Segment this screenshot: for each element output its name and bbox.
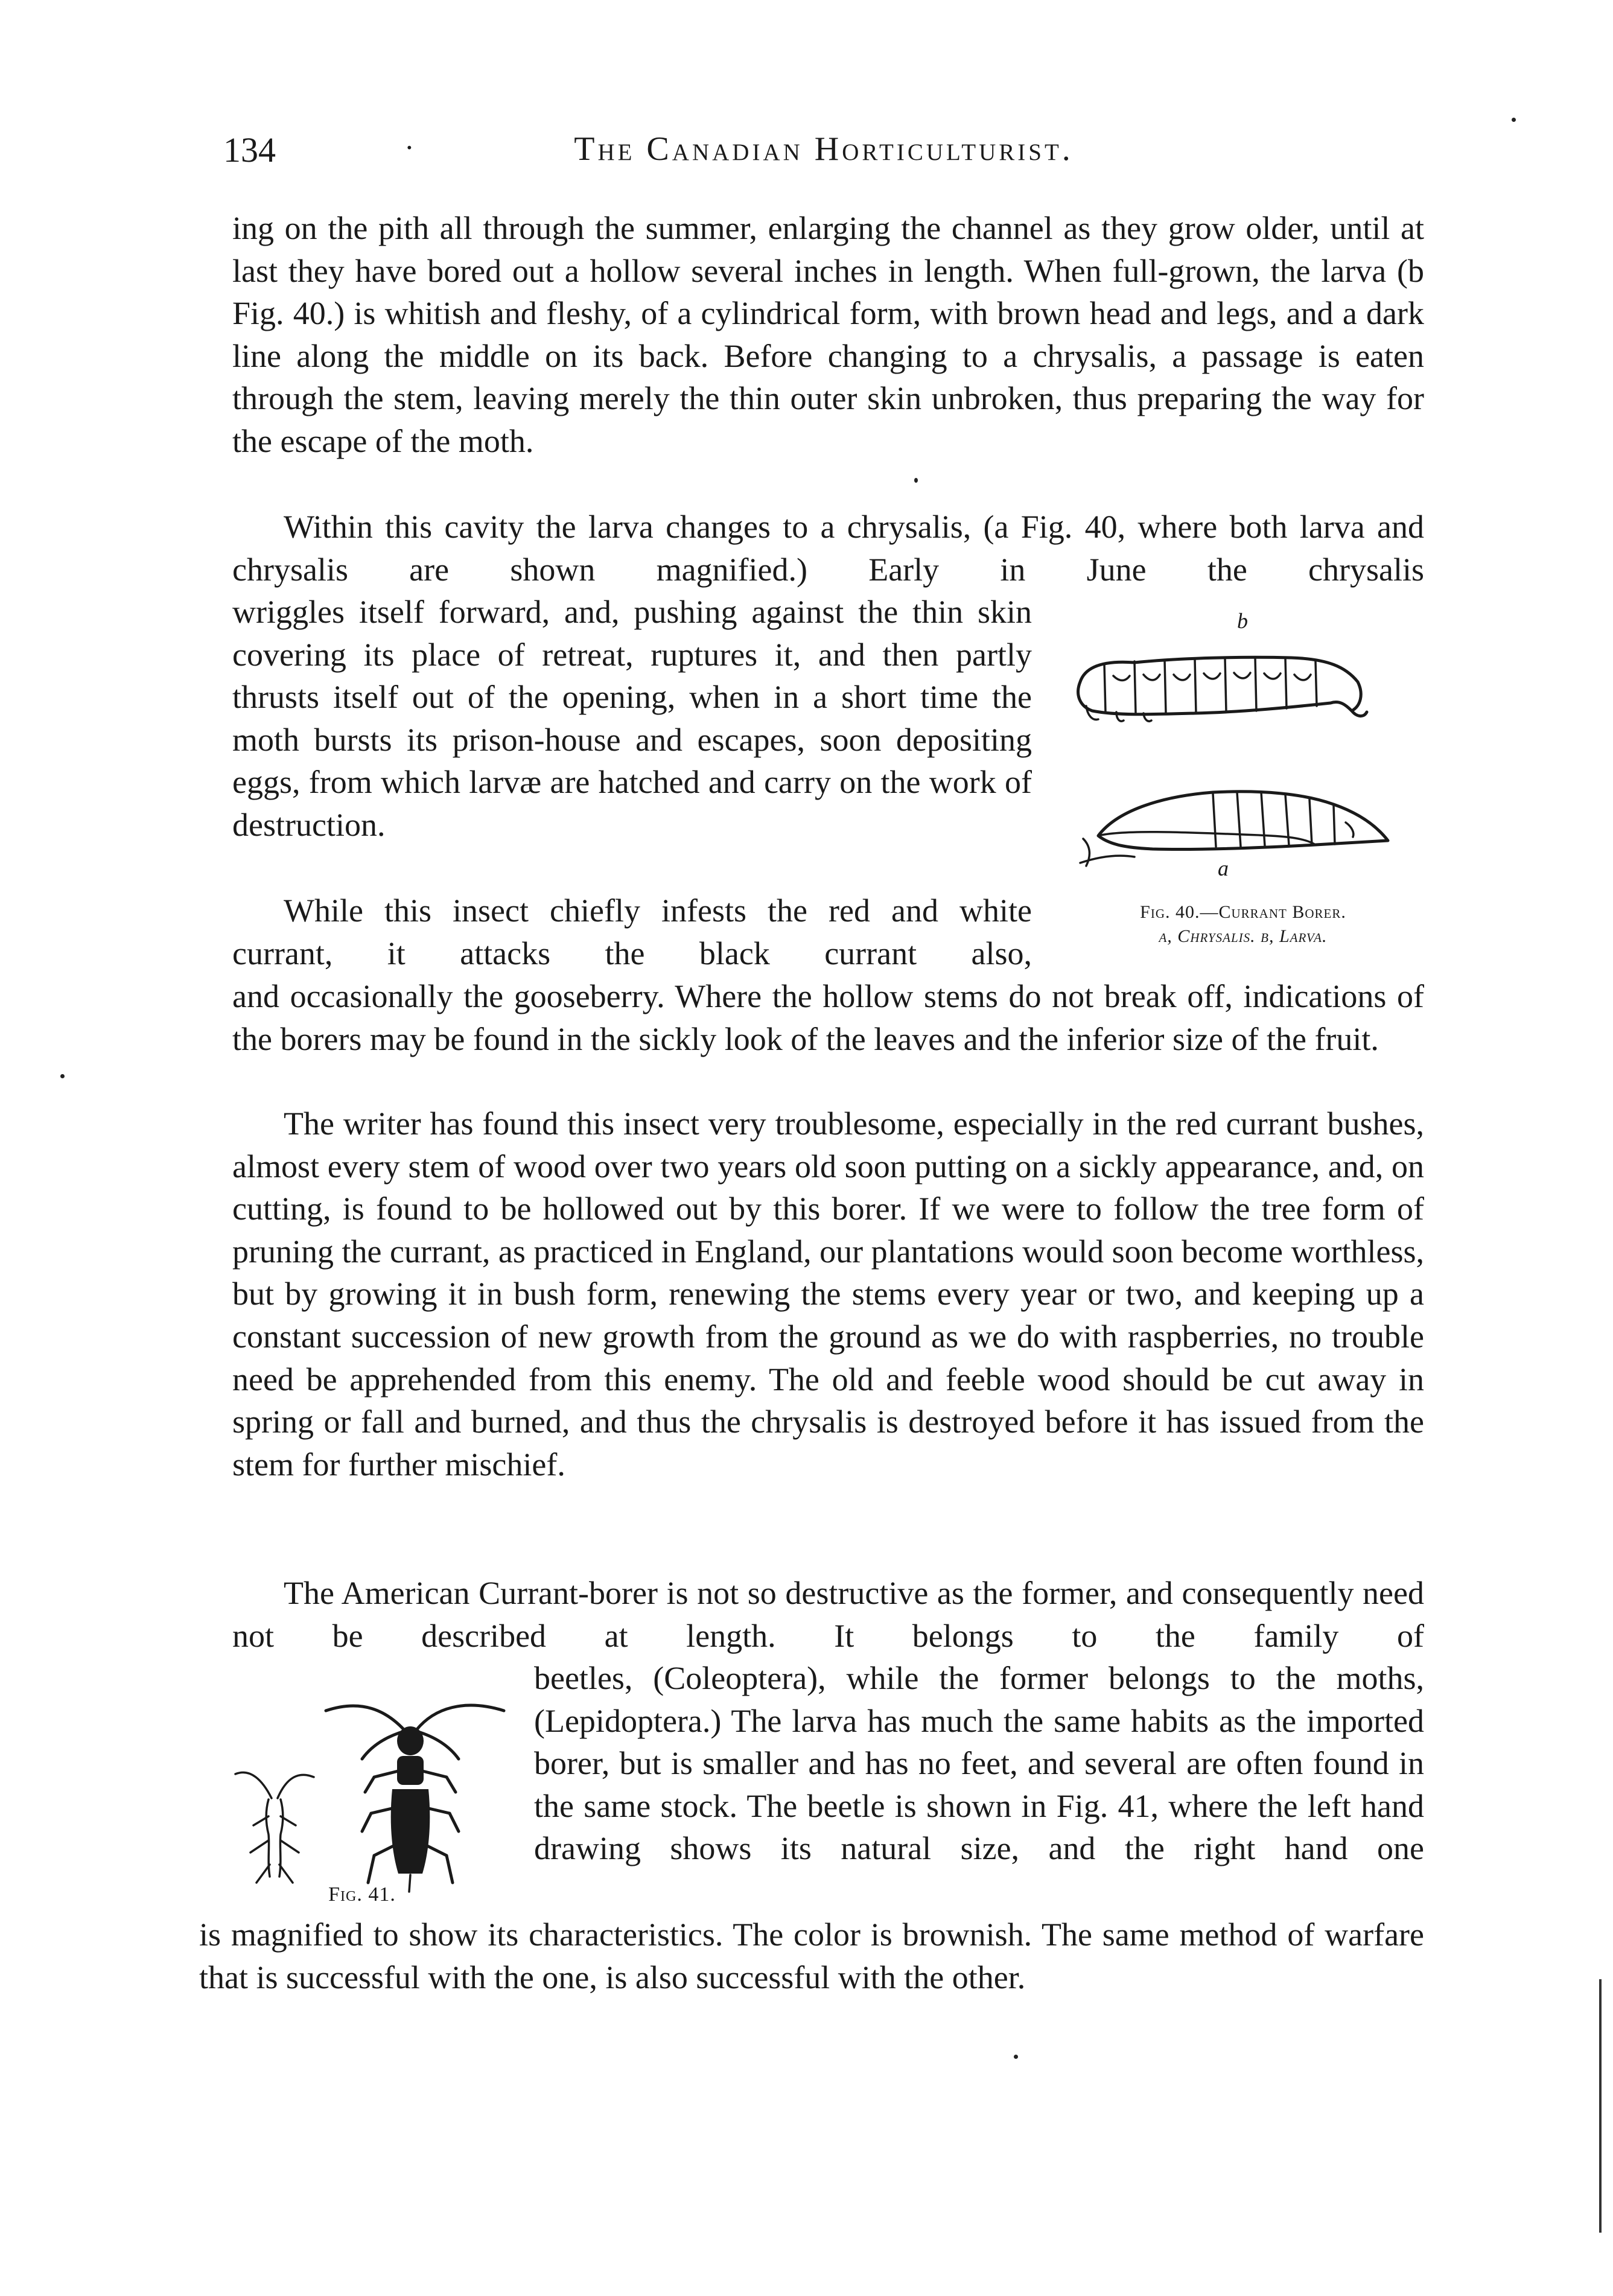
paragraph-writer bbox=[232, 1102, 1424, 1573]
paragraph-infests-column bbox=[232, 889, 1032, 977]
scan-edge-mark bbox=[1599, 1979, 1602, 2233]
paragraph-text: Within this cavity the larva changes to a chrysalis, (a Fig. 40, where both larva and chrysalis are shown magnified.) Early in June the chrysalis bbox=[232, 509, 1424, 588]
header-separator: · bbox=[404, 130, 415, 164]
figure-label-a: a bbox=[1218, 856, 1229, 880]
paragraph-text: The writer has found this insect very troublesome, especially in the red currant bushes, almost every stem of wood over two years old soon putting on a sickly appearance, and, on cutting, is found to be hollowed out by this borer. If we were to follow the tree form of pruning the currant, as practiced in England, our plantations would soon become worthless, but by growing it in bush form, renewing the stems every year or two, and keeping up a constant succession of new growth from the ground as we do with raspberries, no trouble need be apprehended from this enemy. The old and feeble wood should be cut away in spring or fall and burned, and thus the chrysalis is destroyed before it has issued from the stem for further mischief. bbox=[232, 1105, 1425, 1483]
paragraph-american-borer bbox=[232, 1572, 1424, 1659]
paragraph-chrysalis-column bbox=[232, 591, 1032, 886]
beetle-natural-size-illustration bbox=[232, 1762, 317, 1895]
scan-speck bbox=[1512, 118, 1516, 122]
paragraph-beetles-end bbox=[199, 1913, 1424, 2043]
chrysalis-illustration bbox=[1062, 769, 1424, 890]
paragraph-infests-full bbox=[232, 975, 1424, 1105]
scan-speck bbox=[914, 478, 918, 483]
page-number: 134 bbox=[223, 130, 276, 170]
scan-speck bbox=[60, 1074, 65, 1078]
paragraph-text: beetles, (Coleoptera), while the former belongs to the moths, (Lepidoptera.) The larva has much the same habits as the imported borer, but is smaller and has no feet, and several are often found in the same stock. The beetle is shown in Fig. 41, where the left hand drawing shows its natural size, and the right hand one bbox=[534, 1660, 1424, 1867]
figure-40-caption bbox=[1062, 900, 1424, 949]
paragraph-text: The American Currant-borer is not so destructive as the former, and consequently need not be described at length. It belongs to the family of bbox=[232, 1575, 1424, 1654]
page-header bbox=[223, 130, 1424, 184]
paragraph-continuation bbox=[232, 207, 1424, 509]
larva-illustration bbox=[1062, 640, 1424, 736]
paragraph-chrysalis-intro bbox=[232, 506, 1424, 593]
caption-line-2: a, Chrysalis. b, Larva. bbox=[1159, 926, 1328, 946]
beetle-magnified-illustration bbox=[314, 1674, 507, 1916]
paragraph-text: wriggles itself forward, and, pushing against the thin skin covering its place of retreat, ruptures it, and then partly thrusts itself out of the opening, when in a short time the moth bursts its prison-house and escapes, soon depositing eggs, from which larvæ are hatched and carry on the work of destruction. bbox=[232, 594, 1032, 843]
paragraph-text: ing on the pith all through the summer, enlarging the channel as they grow older, until at last they have bored out a hollow several inches in length. When full-grown, the larva (b Fig. 40.) is whitish and fleshy, of a cylindrical form, with brown head and legs, and a dark line along the middle on its back. Before changing to a chrysalis, a passage is eaten through the stem, leaving merely the thin outer skin unbroken, thus preparing the way for the escape of the moth. bbox=[232, 210, 1424, 459]
figure-40 bbox=[1062, 597, 1424, 947]
figure-label-b: b bbox=[1237, 609, 1248, 633]
running-title: The Canadian Horticulturist. bbox=[574, 130, 1074, 168]
scan-speck bbox=[1014, 2055, 1018, 2059]
paragraph-text: and occasionally the gooseberry. Where the hollow stems do not break off, indications of the borers may be found in the sickly look of the leaves and the inferior size of the fruit. bbox=[232, 978, 1424, 1057]
paragraph-text: is magnified to show its characteristics. The color is brownish. The same method of warfare that is successful with the one, is also successful with the other. bbox=[199, 1916, 1424, 1995]
paragraph-text: While this insect chiefly infests the red and white currant, it attacks the black currant also, bbox=[232, 892, 1032, 972]
caption-line-1: Fig. 40.—Currant Borer. bbox=[1140, 902, 1346, 922]
figure-41 bbox=[223, 1674, 519, 1910]
paragraph-beetles-column bbox=[534, 1657, 1424, 1916]
figure-41-caption: Fig. 41. bbox=[328, 1883, 396, 1906]
